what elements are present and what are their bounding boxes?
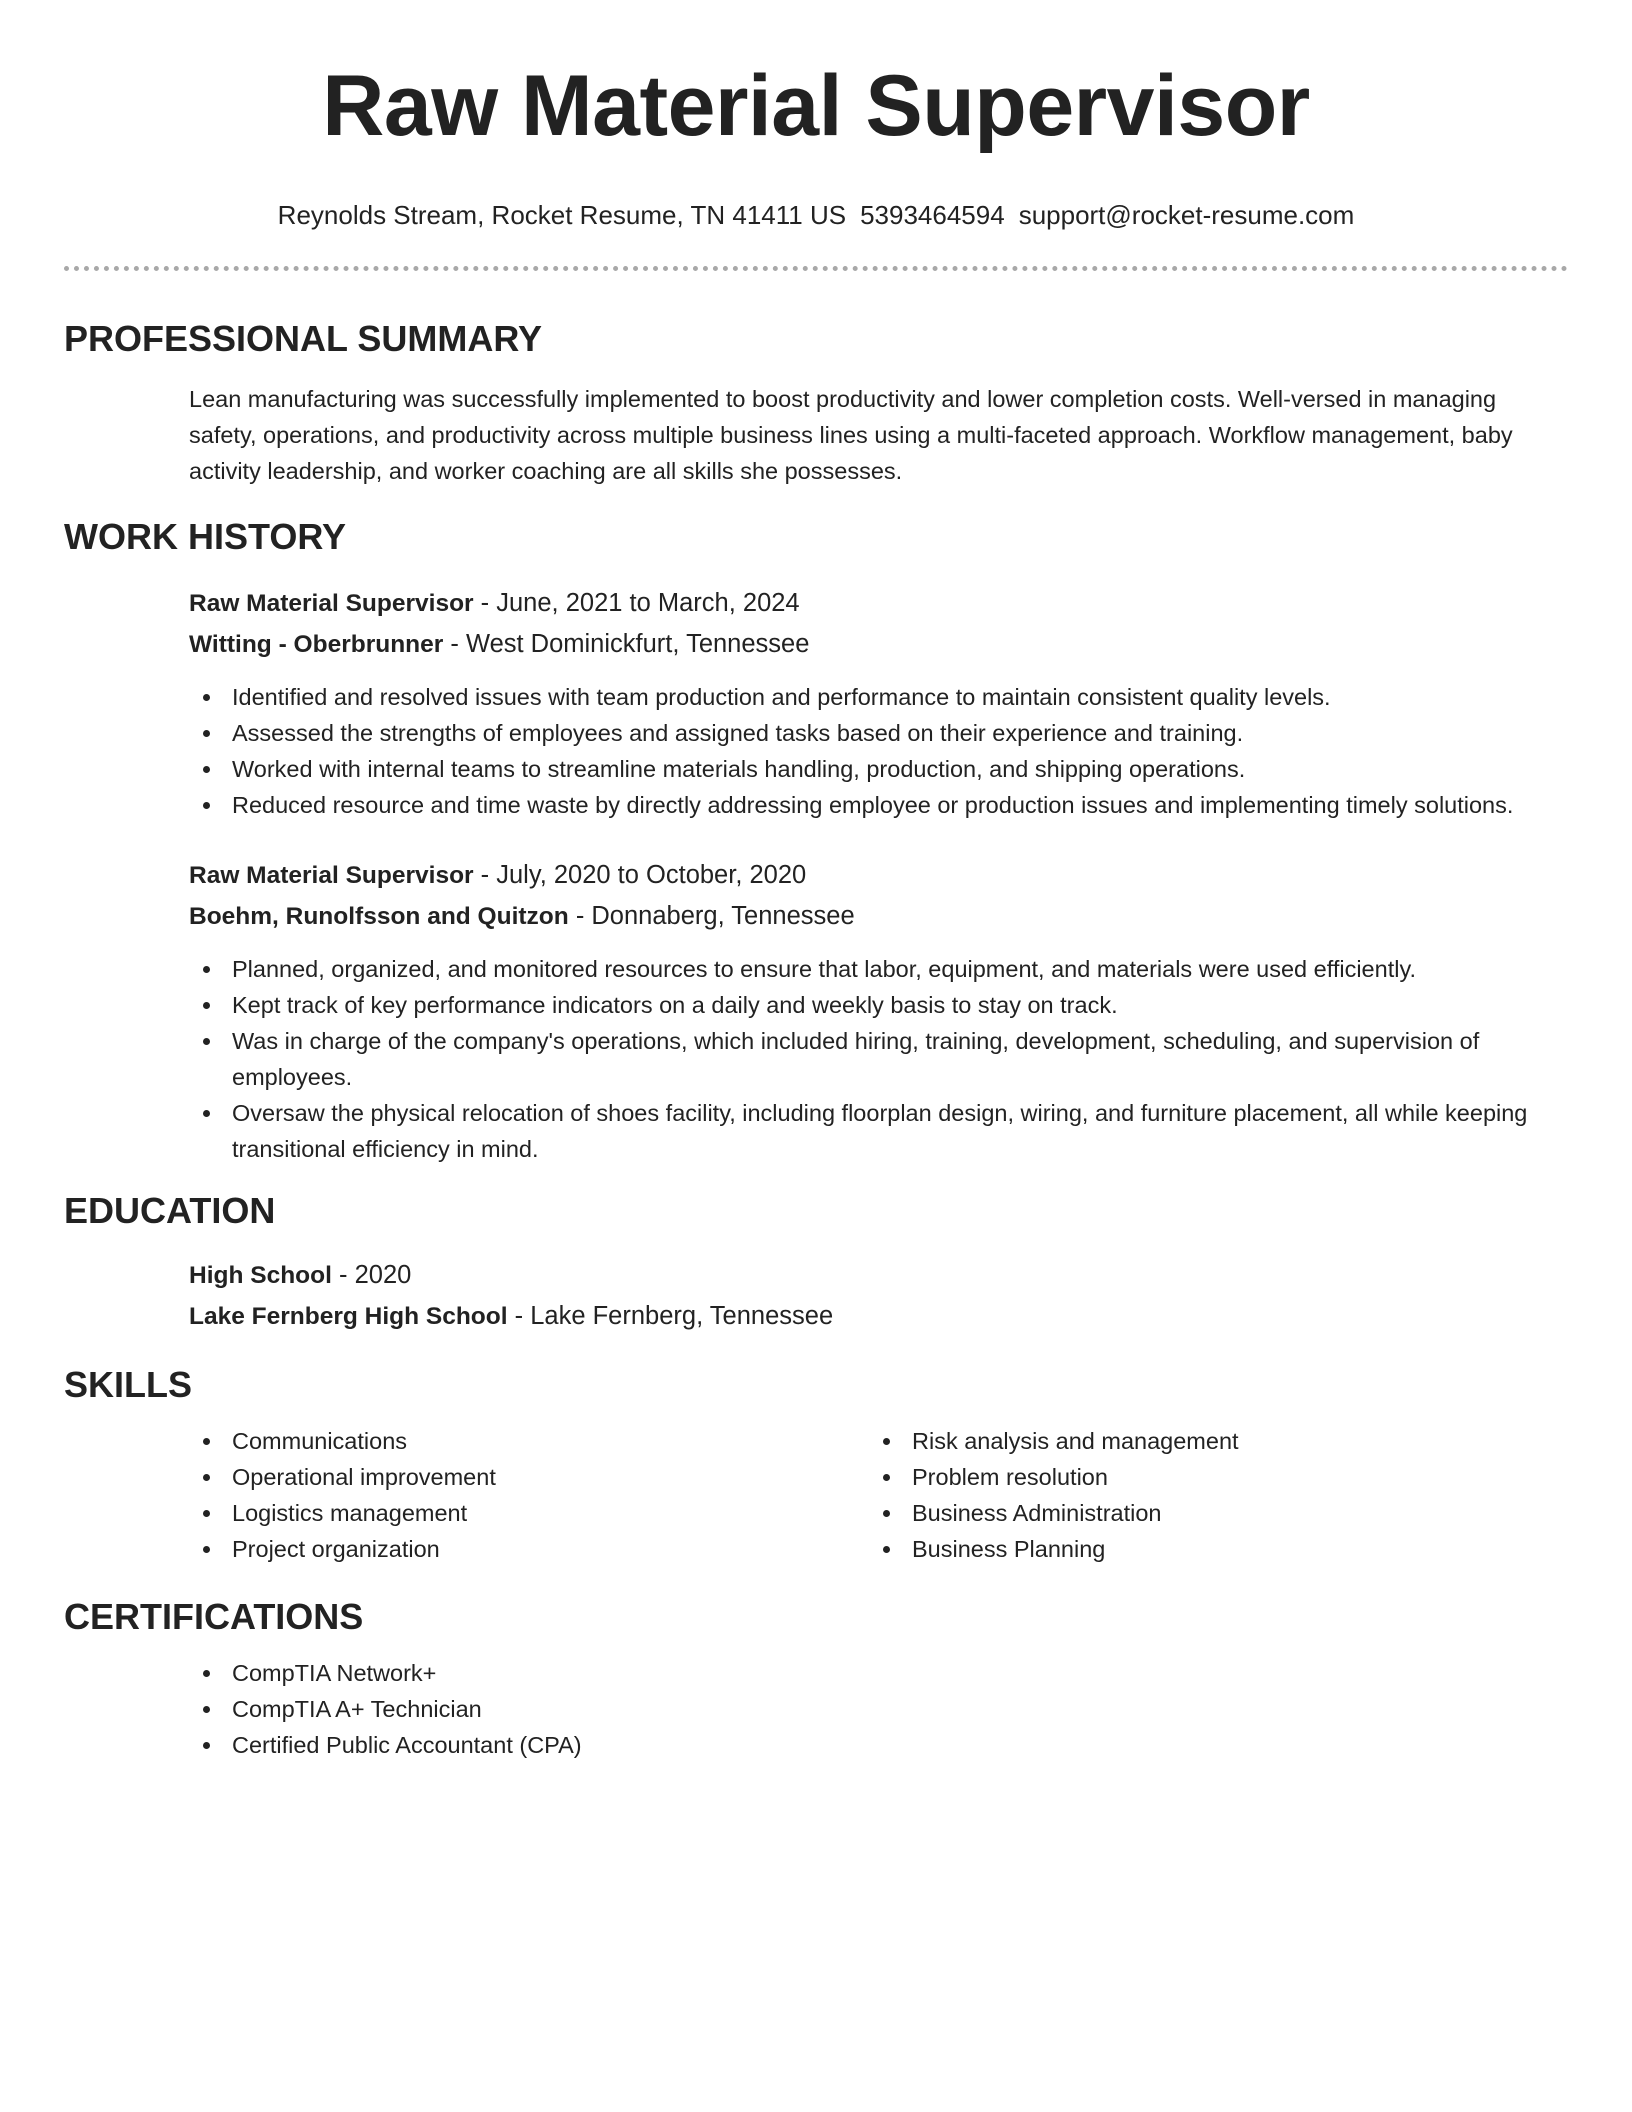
- job-dates: - June, 2021 to March, 2024: [473, 589, 800, 617]
- skills-section: [64, 1363, 1568, 1567]
- job-bullet: Planned, organized, and monitored resources to ensure that labor, equipment, and materials were used efficiently.: [189, 951, 1568, 987]
- job-company: Boehm, Runolfsson and Quitzon: [189, 903, 569, 930]
- job-dates: - July, 2020 to October, 2020: [473, 861, 807, 889]
- education-heading: EDUCATION: [64, 1190, 276, 1231]
- contact-address: Reynolds Stream, Rocket Resume, TN 41411 US: [277, 200, 847, 230]
- job-company: Witting - Oberbrunner: [189, 631, 444, 658]
- summary-section: [64, 317, 1568, 489]
- job-bullet: Oversaw the physical relocation of shoes facility, including floorplan design, wiring, and furniture placement, all while keeping transitional efficiency in mind.: [189, 1095, 1568, 1167]
- job-bullet: Was in charge of the company's operations, which included hiring, training, development, scheduling, and supervision of employees.: [189, 1023, 1568, 1095]
- job-location: - West Dominickfurt, Tennessee: [443, 630, 810, 658]
- job-bullet: Reduced resource and time waste by directly addressing employee or production issues and implementing timely solutions.: [189, 787, 1568, 823]
- education-entry: [189, 1255, 1568, 1337]
- job-role: Raw Material Supervisor: [189, 590, 474, 617]
- job-entry: [189, 855, 1568, 937]
- skill-item: Business Planning: [869, 1531, 1549, 1567]
- job-company-line: [189, 896, 1568, 937]
- skills-column-right: [869, 1423, 1549, 1567]
- skills-column-left: [189, 1423, 869, 1567]
- skills-list: [869, 1423, 1549, 1567]
- skill-item: Risk analysis and management: [869, 1423, 1549, 1459]
- certifications-list: [189, 1655, 1568, 1763]
- degree-line: [189, 1255, 1568, 1296]
- school-line: [189, 1296, 1568, 1337]
- contact-line: [64, 198, 1568, 232]
- certifications-heading: CERTIFICATIONS: [64, 1596, 364, 1637]
- job-role: Raw Material Supervisor: [189, 862, 474, 889]
- candidate-name: Raw Material Supervisor: [322, 58, 1310, 154]
- job-bullets: [189, 679, 1568, 823]
- graduation-year: - 2020: [331, 1261, 412, 1289]
- school-name: Lake Fernberg High School: [189, 1303, 508, 1330]
- contact-phone: 5393464594: [860, 200, 1005, 230]
- school-location: - Lake Fernberg, Tennessee: [507, 1302, 834, 1330]
- certification-item: Certified Public Accountant (CPA): [189, 1727, 1568, 1763]
- skill-item: Business Administration: [869, 1495, 1549, 1531]
- skill-item: Operational improvement: [189, 1459, 869, 1495]
- job-title-line: [189, 583, 1568, 624]
- skill-item: Project organization: [189, 1531, 869, 1567]
- contact-email: support@rocket-resume.com: [1018, 200, 1355, 230]
- job-bullet: Kept track of key performance indicators on a daily and weekly basis to stay on track.: [189, 987, 1568, 1023]
- skill-item: Problem resolution: [869, 1459, 1549, 1495]
- education-section: [64, 1189, 1568, 1337]
- work-history-heading: WORK HISTORY: [64, 516, 347, 557]
- skill-item: Logistics management: [189, 1495, 869, 1531]
- job-location: - Donnaberg, Tennessee: [568, 902, 855, 930]
- job-bullet: Identified and resolved issues with team production and performance to maintain consistent quality levels.: [189, 679, 1568, 715]
- job-title-line: [189, 855, 1568, 896]
- skills-grid: [189, 1423, 1568, 1567]
- degree: High School: [189, 1262, 332, 1289]
- job-entry: [189, 583, 1568, 665]
- certification-item: CompTIA A+ Technician: [189, 1691, 1568, 1727]
- job-bullets: [189, 951, 1568, 1167]
- skills-heading: SKILLS: [64, 1364, 193, 1405]
- summary-text: Lean manufacturing was successfully implemented to boost productivity and lower completion costs. Well-versed in managing safety, operations, and productivity across multiple business lines using a multi-faceted approach. Workflow management, baby activity leadership, and worker coaching are all skills she possesses.: [189, 386, 1513, 484]
- header-divider: [64, 266, 1568, 271]
- job-bullet: Assessed the strengths of employees and assigned tasks based on their experience and training.: [189, 715, 1568, 751]
- summary-heading: PROFESSIONAL SUMMARY: [64, 318, 543, 359]
- skill-item: Communications: [189, 1423, 869, 1459]
- work-history-section: [64, 515, 1568, 1167]
- job-company-line: [189, 624, 1568, 665]
- certification-item: CompTIA Network+: [189, 1655, 1568, 1691]
- skills-list: [189, 1423, 869, 1567]
- job-bullet: Worked with internal teams to streamline materials handling, production, and shipping operations.: [189, 751, 1568, 787]
- certifications-section: [64, 1595, 1568, 1763]
